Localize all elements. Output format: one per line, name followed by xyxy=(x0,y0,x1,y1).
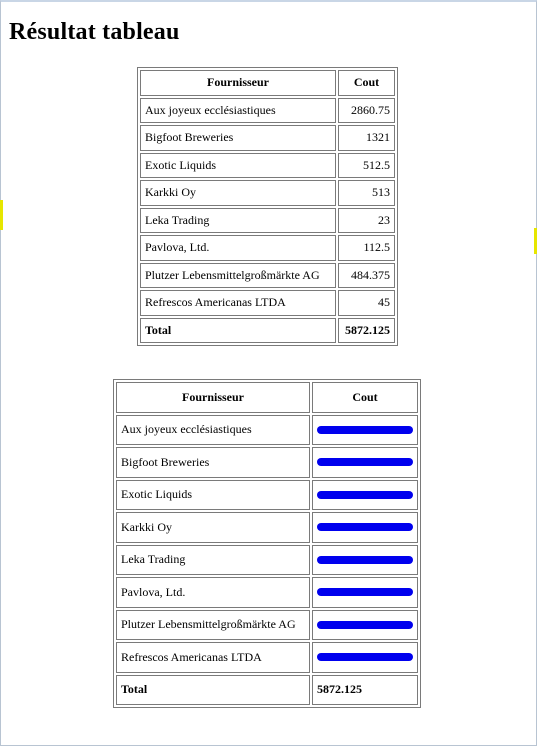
cost-value-cell: 112.5 xyxy=(338,235,395,261)
supplier-name-cell: Bigfoot Breweries xyxy=(140,125,336,151)
table-row xyxy=(116,577,418,608)
cost-value-cell: 23 xyxy=(338,208,395,234)
cost-bar xyxy=(317,458,413,466)
table-row xyxy=(140,208,395,234)
supplier-name-cell: Refrescos Americanas LTDA xyxy=(140,290,336,316)
edge-highlight-left xyxy=(0,200,3,230)
cost-value-cell: 1321 xyxy=(338,125,395,151)
total-label: Total xyxy=(140,318,336,344)
column-header-fournisseur: Fournisseur xyxy=(140,70,336,96)
supplier-name-cell: Leka Trading xyxy=(116,545,310,576)
table-row xyxy=(140,125,395,151)
cost-bar-cell xyxy=(312,577,418,608)
supplier-name-cell: Karkki Oy xyxy=(140,180,336,206)
table-row xyxy=(116,642,418,673)
supplier-name-cell: Plutzer Lebensmittelgroßmärkte AG xyxy=(140,263,336,289)
table-row xyxy=(140,263,395,289)
cost-bar xyxy=(317,523,413,531)
cost-bar xyxy=(317,621,413,629)
table-row xyxy=(140,290,395,316)
table-row xyxy=(116,480,418,511)
table-row xyxy=(140,153,395,179)
cost-value-cell: 45 xyxy=(338,290,395,316)
cost-value-cell: 512.5 xyxy=(338,153,395,179)
total-row xyxy=(116,675,418,706)
column-header-fournisseur: Fournisseur xyxy=(116,382,310,413)
cost-bar-cell xyxy=(312,512,418,543)
table-row xyxy=(116,610,418,641)
table-row xyxy=(140,98,395,124)
cost-bar-cell xyxy=(312,642,418,673)
supplier-name-cell: Refrescos Americanas LTDA xyxy=(116,642,310,673)
table-header-row xyxy=(116,382,418,413)
cost-bar-cell xyxy=(312,415,418,446)
result-table-bars xyxy=(113,379,421,708)
cost-bar-cell xyxy=(312,480,418,511)
cost-value-cell: 2860.75 xyxy=(338,98,395,124)
column-header-cout: Cout xyxy=(338,70,395,96)
total-row xyxy=(140,318,395,344)
table-row xyxy=(140,235,395,261)
table-row xyxy=(116,545,418,576)
table-row xyxy=(140,180,395,206)
supplier-name-cell: Pavlova, Ltd. xyxy=(140,235,336,261)
cost-bar-cell xyxy=(312,610,418,641)
cost-value-cell: 484.375 xyxy=(338,263,395,289)
total-value: 5872.125 xyxy=(338,318,395,344)
cost-bar xyxy=(317,556,413,564)
result-table-values xyxy=(137,67,398,346)
supplier-name-cell: Aux joyeux ecclésiastiques xyxy=(140,98,336,124)
page-title: Résultat tableau xyxy=(9,19,180,45)
supplier-name-cell: Karkki Oy xyxy=(116,512,310,543)
table-row xyxy=(116,447,418,478)
supplier-name-cell: Bigfoot Breweries xyxy=(116,447,310,478)
cost-bar-cell xyxy=(312,447,418,478)
supplier-name-cell: Aux joyeux ecclésiastiques xyxy=(116,415,310,446)
cost-value-cell: 513 xyxy=(338,180,395,206)
supplier-name-cell: Exotic Liquids xyxy=(116,480,310,511)
cost-bar xyxy=(317,491,413,499)
supplier-name-cell: Leka Trading xyxy=(140,208,336,234)
cost-bar-cell xyxy=(312,545,418,576)
supplier-name-cell: Pavlova, Ltd. xyxy=(116,577,310,608)
supplier-name-cell: Exotic Liquids xyxy=(140,153,336,179)
total-value: 5872.125 xyxy=(312,675,418,706)
column-header-cout: Cout xyxy=(312,382,418,413)
cost-bar xyxy=(317,426,413,434)
cost-bar xyxy=(317,653,413,661)
table-header-row xyxy=(140,70,395,96)
total-label: Total xyxy=(116,675,310,706)
cost-bar xyxy=(317,588,413,596)
table-row xyxy=(116,415,418,446)
table-row xyxy=(116,512,418,543)
supplier-name-cell: Plutzer Lebensmittelgroßmärkte AG xyxy=(116,610,310,641)
